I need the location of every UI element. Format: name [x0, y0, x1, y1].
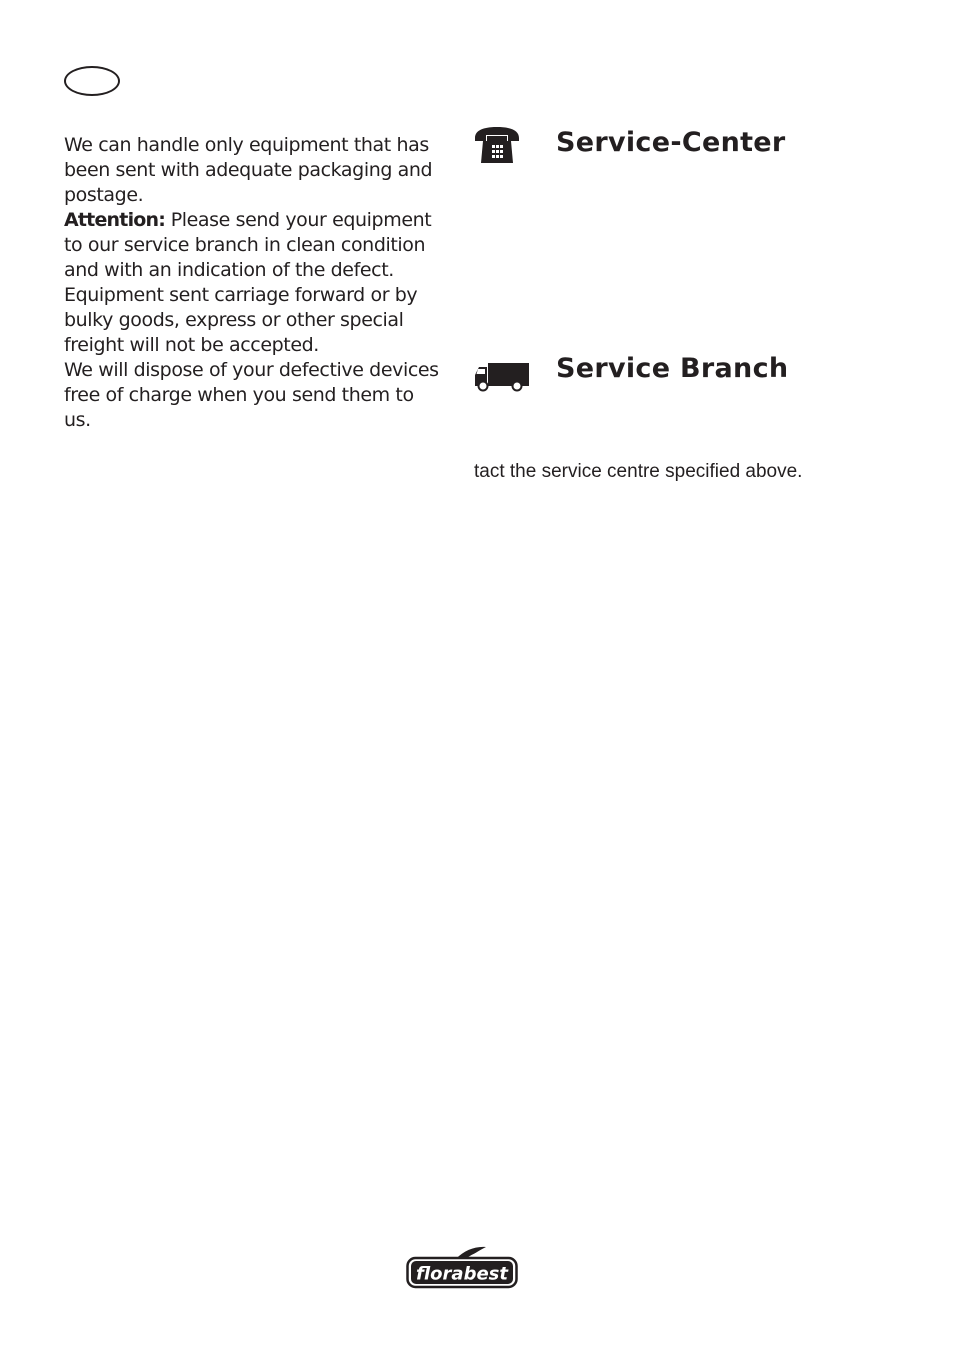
- service-center-heading: Service-Center: [556, 127, 786, 158]
- service-branch-heading: Service Branch: [556, 353, 789, 384]
- packaging-paragraph: We can handle only equipment that has been sent with adequate packaging and postage.: [64, 134, 433, 206]
- logo-wordmark: florabest: [416, 1263, 508, 1285]
- telephone-icon: [473, 125, 521, 165]
- attention-paragraph: [64, 208, 444, 283]
- return-instructions: [64, 133, 444, 433]
- disposal-paragraph: We will dispose of your defective devices free of charge when you send them to us.: [64, 359, 439, 431]
- florabest-logo: [406, 1245, 520, 1291]
- truck-icon: [473, 362, 531, 392]
- attention-text: Please send your equipment to our service branch in clean condition and with an indication of the defect.: [64, 209, 432, 281]
- service-note: tact the service centre specified above.: [474, 461, 803, 482]
- freight-paragraph: Equipment sent carriage forward or by bulky goods, express or other special freight will not be accepted.: [64, 284, 418, 356]
- attention-label: Attention:: [64, 209, 166, 231]
- language-badge: [64, 66, 120, 96]
